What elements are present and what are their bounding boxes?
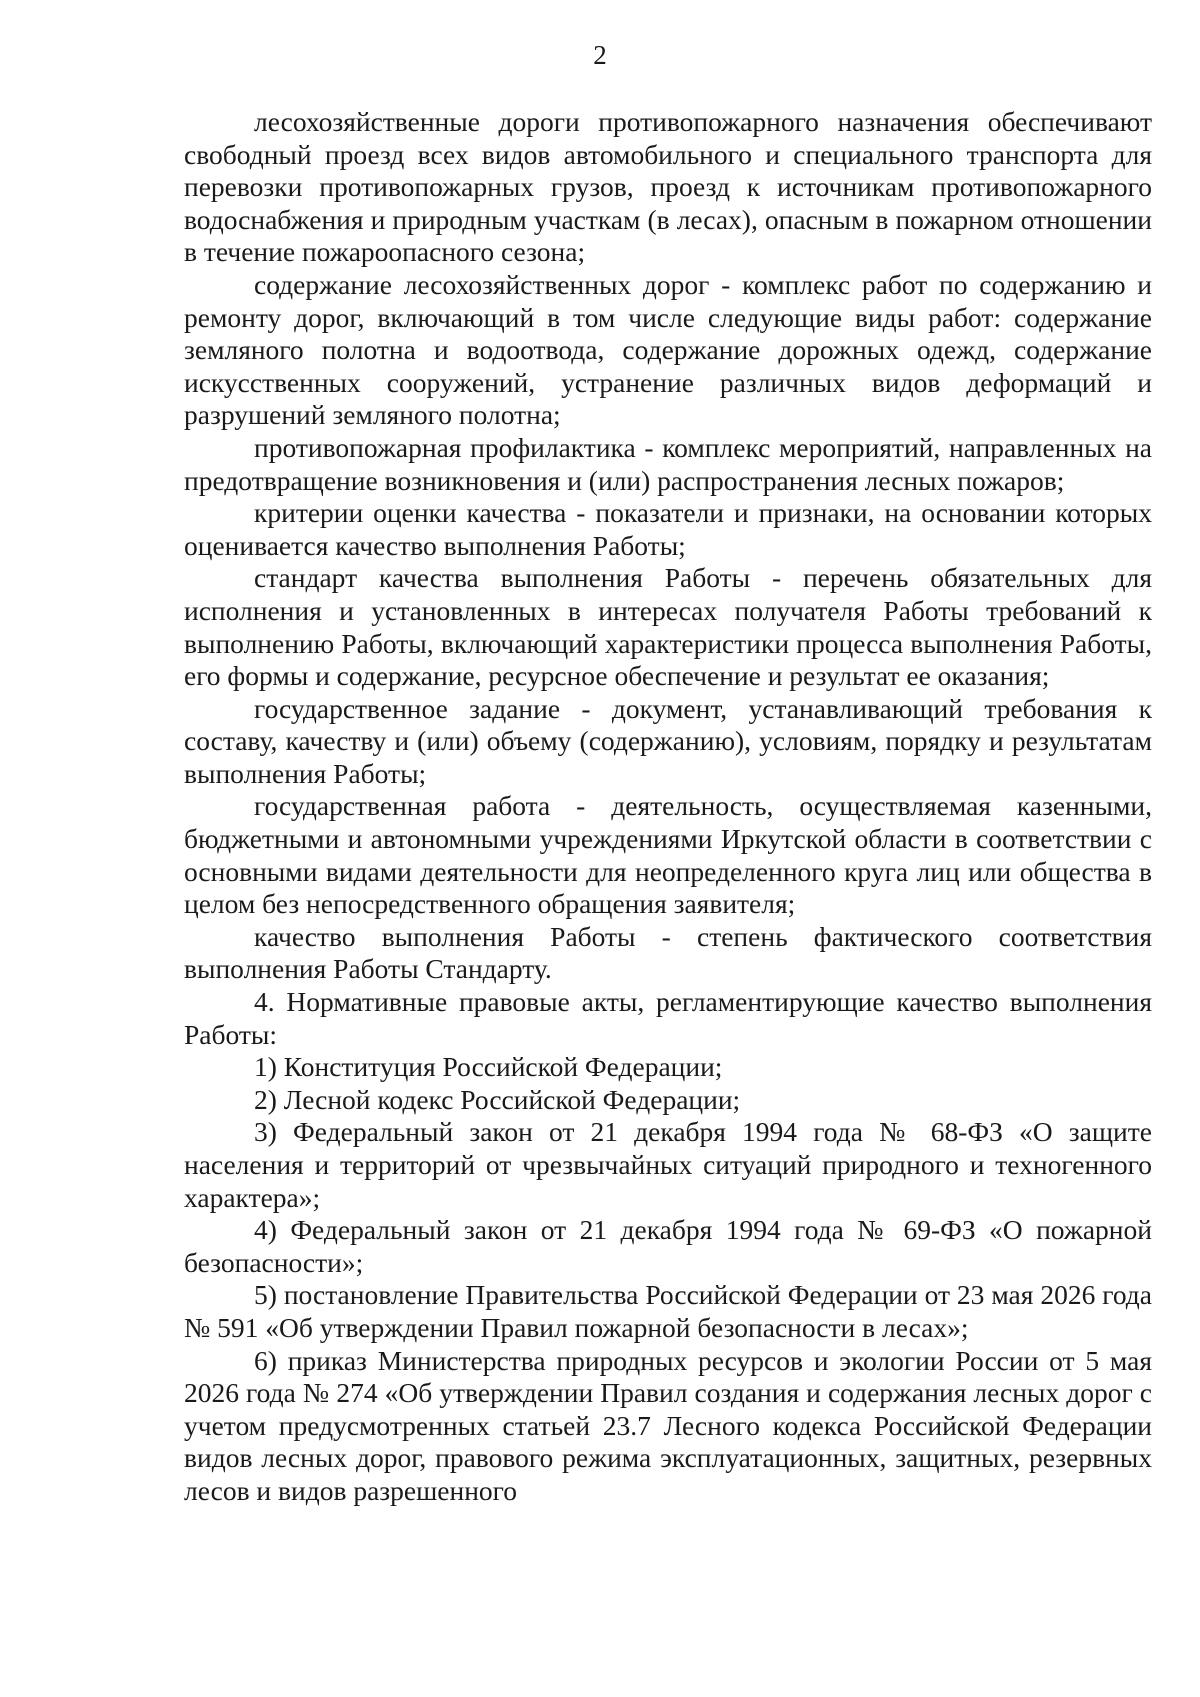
paragraph-quality-criteria: критерии оценки качества - показатели и признаки, на основании которых оценивается качество выполнения Работы;: [184, 497, 1152, 561]
paragraph-state-work: государственная работа - деятельность, осуществляемая казенными, бюджетными и автономными учреждениями Иркутской области в соответствии с основными видами деятельности для неопределенного круга лиц или общества в целом без непосредственного обращения заявителя;: [184, 790, 1152, 920]
list-item-resolution-591: 5) постановление Правительства Российской Федерации от 23 мая 2026 года № 591 «Об утверждении Правил пожарной безопасности в лесах»;: [184, 1279, 1152, 1343]
paragraph-work-quality: качество выполнения Работы - степень фактического соответствия выполнения Работы Стандарту.: [184, 920, 1152, 985]
list-item-forest-code: 2) Лесной кодекс Российской Федерации;: [254, 1083, 741, 1115]
page-number: 2: [593, 40, 607, 70]
paragraph-state-assignment: государственное задание - документ, устанавливающий требования к составу, качеству и (или) объему (содержанию), условиям, порядку и результатам выполнения Работы;: [184, 692, 1152, 789]
list-item-order-274: 6) приказ Министерства природных ресурсов и экологии России от 5 мая 2026 года № 274 «Об утверждении Правил создания и содержания лесных дорог с учетом предусмотренных статьей 23.7 Лесного кодекса Российской Федерации видов лесных дорог, правового режима эксплуатационных, защитных, резервных лесов и видов разрешенного: [184, 1344, 1152, 1506]
paragraph-road-maintenance: содержание лесохозяйственных дорог - комплекс работ по содержанию и ремонту дорог, включающий в том числе следующие виды работ: содержание земляного полотна и водоотвода, содержание дорожных одежд, содержание искусственных сооружений, устранение различных видов деформаций и разрушений земляного полотна;: [184, 268, 1152, 431]
list-item-constitution: 1) Конституция Российской Федерации;: [254, 1051, 723, 1083]
paragraph-road-definition: лесохозяйственные дороги противопожарного назначения обеспечивают свободный проезд всех видов автомобильного и специального транспорта для перевозки противопожарных грузов, проезд к источникам противопожарного водоснабжения и природным участкам (в лесах), опасным в пожарном отношении в течение пожароопасного сезона;: [184, 106, 1152, 268]
document-body: [184, 106, 1152, 1508]
paragraph-fire-prevention: противопожарная профилактика - комплекс мероприятий, направленных на предотвращение возникновения и (или) распространения лесных пожаров;: [184, 431, 1152, 496]
paragraph-quality-standard: стандарт качества выполнения Работы - перечень обязательных для исполнения и установленных в интересах получателя Работы требований к выполнению Работы, включающий характеристики процесса выполнения Работы, его формы и содержание, ресурсное обеспечение и результат ее оказания;: [184, 562, 1152, 692]
list-item-law-69-fz: 4) Федеральный закон от 21 декабря 1994 года № 69-ФЗ «О пожарной безопасности»;: [184, 1214, 1152, 1278]
paragraph-section-4-heading: 4. Нормативные правовые акты, регламентирующие качество выполнения Работы:: [184, 986, 1152, 1050]
list-item-law-68-fz: 3) Федеральный закон от 21 декабря 1994 года № 68-ФЗ «О защите населения и территорий от чрезвычайных ситуаций природного и техногенного характера»;: [184, 1116, 1152, 1213]
